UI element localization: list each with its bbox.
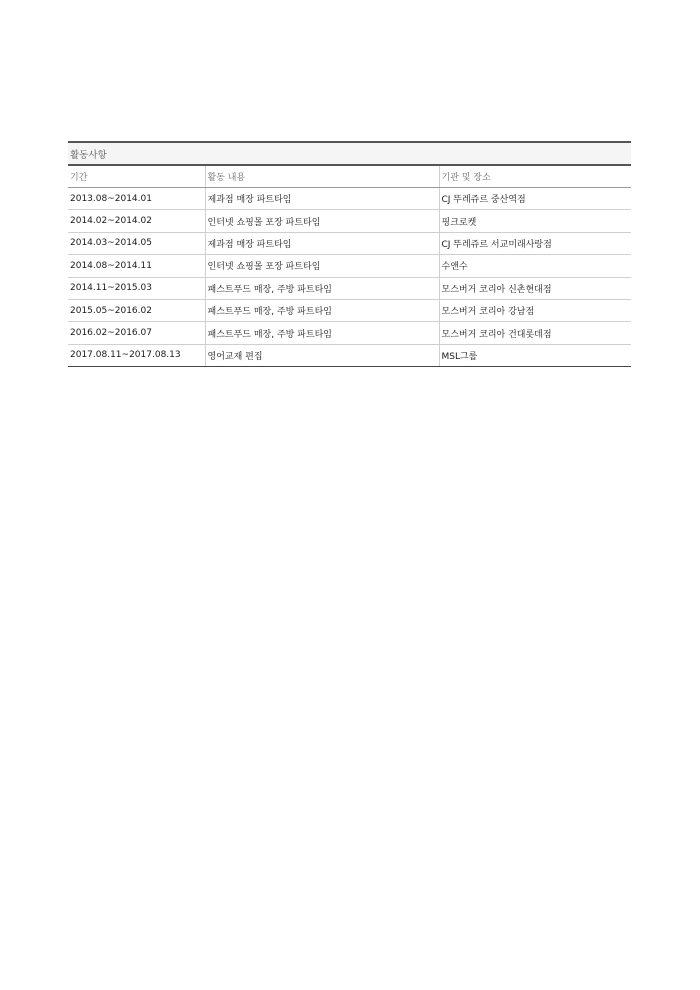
- cell-period: 2014.03~2014.05: [68, 232, 205, 254]
- cell-activity: 영어교재 편집: [205, 344, 439, 366]
- cell-activity: 패스트푸드 매장, 주방 파트타임: [205, 277, 439, 299]
- table-row: [68, 232, 631, 254]
- table-row: [68, 322, 631, 344]
- cell-organization: 모스버거 코리아 건대롯데점: [439, 322, 631, 344]
- table-row: [68, 188, 631, 210]
- cell-period: 2015.05~2016.02: [68, 299, 205, 321]
- cell-organization: CJ 뚜레쥬르 서교미래사랑점: [439, 232, 631, 254]
- cell-organization: 모스버거 코리아 강남점: [439, 299, 631, 321]
- table-row: [68, 299, 631, 321]
- cell-activity: 인터넷 쇼핑몰 포장 파트타임: [205, 210, 439, 232]
- cell-activity: 제과점 매장 파트타임: [205, 188, 439, 210]
- table-row: [68, 255, 631, 277]
- cell-organization: 수앤수: [439, 255, 631, 277]
- cell-period: 2017.08.11~2017.08.13: [68, 344, 205, 366]
- table-header-row: [68, 166, 631, 188]
- table-row: [68, 344, 631, 366]
- activity-section: [68, 141, 631, 367]
- cell-organization: MSL그룹: [439, 344, 631, 366]
- cell-activity: 제과점 매장 파트타임: [205, 232, 439, 254]
- cell-period: 2014.11~2015.03: [68, 277, 205, 299]
- cell-period: 2014.08~2014.11: [68, 255, 205, 277]
- cell-activity: 패스트푸드 매장, 주방 파트타임: [205, 299, 439, 321]
- section-title: 활동사항: [68, 141, 631, 166]
- cell-activity: 인터넷 쇼핑몰 포장 파트타임: [205, 255, 439, 277]
- header-organization: 기관 및 장소: [439, 166, 631, 188]
- table-row: [68, 277, 631, 299]
- cell-organization: CJ 뚜레쥬르 중산역점: [439, 188, 631, 210]
- cell-activity: 패스트푸드 매장, 주방 파트타임: [205, 322, 439, 344]
- header-activity: 활동 내용: [205, 166, 439, 188]
- cell-period: 2016.02~2016.07: [68, 322, 205, 344]
- cell-organization: 모스버거 코리아 신촌현대점: [439, 277, 631, 299]
- header-period: 기간: [68, 166, 205, 188]
- activity-table: [68, 166, 631, 367]
- cell-period: 2013.08~2014.01: [68, 188, 205, 210]
- cell-organization: 핑크로켓: [439, 210, 631, 232]
- cell-period: 2014.02~2014.02: [68, 210, 205, 232]
- table-row: [68, 210, 631, 232]
